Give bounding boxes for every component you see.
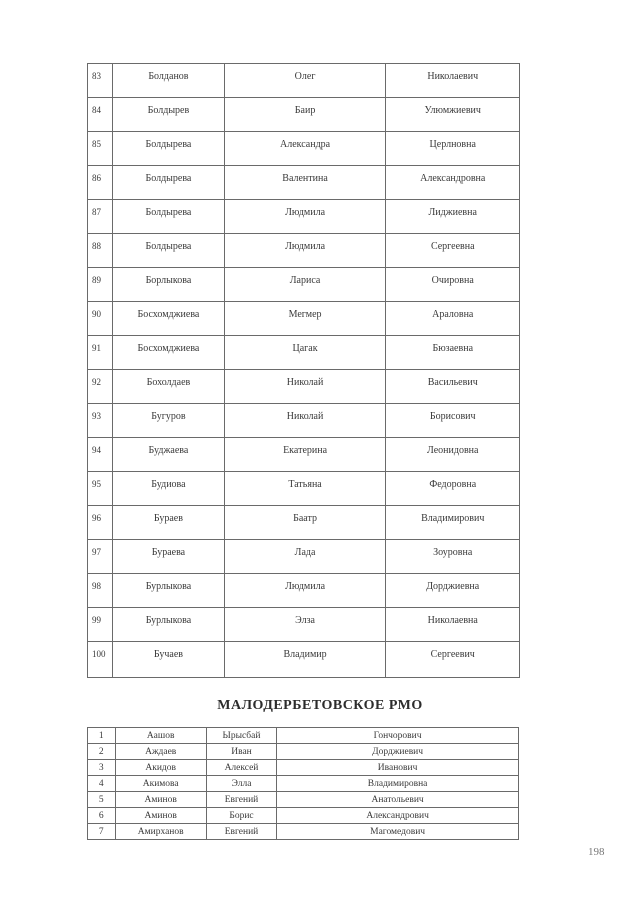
row-number: 87 — [88, 200, 113, 234]
row-number: 88 — [88, 234, 113, 268]
table-row — [88, 540, 520, 574]
last-name: Бураева — [113, 540, 224, 574]
first-name: Людмила — [224, 200, 386, 234]
patronymic: Владимировна — [277, 776, 519, 792]
last-name: Болдырева — [113, 200, 224, 234]
row-number: 100 — [88, 642, 113, 678]
last-name: Босхомджиева — [113, 302, 224, 336]
last-name: Болдырев — [113, 98, 224, 132]
row-number: 92 — [88, 370, 113, 404]
first-name: Мегмер — [224, 302, 386, 336]
table-row — [88, 132, 520, 166]
last-name: Болданов — [113, 64, 224, 98]
first-name: Алексей — [206, 760, 276, 776]
last-name: Болдырева — [113, 166, 224, 200]
patronymic: Улюмжиевич — [386, 98, 520, 132]
patronymic: Анатольевич — [277, 792, 519, 808]
table-row — [88, 776, 519, 792]
first-name: Екатерина — [224, 438, 386, 472]
last-name: Босхомджиева — [113, 336, 224, 370]
table-row — [88, 336, 520, 370]
patronymic: Магомедович — [277, 824, 519, 840]
table-row — [88, 234, 520, 268]
row-number: 2 — [88, 744, 116, 760]
patronymic: Сергеевич — [386, 642, 520, 678]
row-number: 85 — [88, 132, 113, 166]
patronymic: Араловна — [386, 302, 520, 336]
table-row — [88, 438, 520, 472]
last-name: Болдырева — [113, 234, 224, 268]
row-number: 94 — [88, 438, 113, 472]
table-row — [88, 642, 520, 678]
row-number: 6 — [88, 808, 116, 824]
table-row — [88, 200, 520, 234]
last-name: Буджаева — [113, 438, 224, 472]
first-name: Лада — [224, 540, 386, 574]
row-number: 95 — [88, 472, 113, 506]
patronymic: Церлновна — [386, 132, 520, 166]
last-name: Бурлыкова — [113, 608, 224, 642]
table-row — [88, 98, 520, 132]
last-name: Бучаев — [113, 642, 224, 678]
table-row — [88, 166, 520, 200]
table-row — [88, 574, 520, 608]
row-number: 98 — [88, 574, 113, 608]
patronymic: Иванович — [277, 760, 519, 776]
patronymic: Гончорович — [277, 728, 519, 744]
patronymic: Александровна — [386, 166, 520, 200]
patronymic: Леонидовна — [386, 438, 520, 472]
table-row — [88, 404, 520, 438]
first-name: Евгений — [206, 824, 276, 840]
table-row — [88, 472, 520, 506]
first-name: Лариса — [224, 268, 386, 302]
last-name: Аминов — [115, 792, 206, 808]
first-name: Баир — [224, 98, 386, 132]
row-number: 5 — [88, 792, 116, 808]
last-name: Аашов — [115, 728, 206, 744]
patronymic: Борисович — [386, 404, 520, 438]
row-number: 1 — [88, 728, 116, 744]
last-name: Аждаев — [115, 744, 206, 760]
patronymic: Александрович — [277, 808, 519, 824]
row-number: 97 — [88, 540, 113, 574]
row-number: 93 — [88, 404, 113, 438]
row-number: 3 — [88, 760, 116, 776]
table-row — [88, 824, 519, 840]
patronymic: Николаевна — [386, 608, 520, 642]
main-list-body — [88, 64, 520, 678]
first-name: Ырысбай — [206, 728, 276, 744]
patronymic: Дорджиевна — [386, 574, 520, 608]
row-number: 90 — [88, 302, 113, 336]
first-name: Баатр — [224, 506, 386, 540]
row-number: 99 — [88, 608, 113, 642]
first-name: Элза — [224, 608, 386, 642]
first-name: Людмила — [224, 234, 386, 268]
table-row — [88, 808, 519, 824]
row-number: 84 — [88, 98, 113, 132]
last-name: Акимова — [115, 776, 206, 792]
last-name: Борлыкова — [113, 268, 224, 302]
main-list-table — [87, 63, 520, 678]
first-name: Элла — [206, 776, 276, 792]
first-name: Николай — [224, 404, 386, 438]
last-name: Бурлыкова — [113, 574, 224, 608]
row-number: 96 — [88, 506, 113, 540]
patronymic: Зоуровна — [386, 540, 520, 574]
first-name: Валентина — [224, 166, 386, 200]
patronymic: Николаевич — [386, 64, 520, 98]
patronymic: Очировна — [386, 268, 520, 302]
table-row — [88, 268, 520, 302]
row-number: 83 — [88, 64, 113, 98]
patronymic: Федоровна — [386, 472, 520, 506]
last-name: Болдырева — [113, 132, 224, 166]
table-row — [88, 608, 520, 642]
first-name: Борис — [206, 808, 276, 824]
row-number: 91 — [88, 336, 113, 370]
table-row — [88, 64, 520, 98]
row-number: 86 — [88, 166, 113, 200]
first-name: Николай — [224, 370, 386, 404]
last-name: Амирханов — [115, 824, 206, 840]
table-row — [88, 728, 519, 744]
table-row — [88, 792, 519, 808]
patronymic: Дорджиевич — [277, 744, 519, 760]
patronymic: Лиджиевна — [386, 200, 520, 234]
row-number: 4 — [88, 776, 116, 792]
last-name: Бохолдаев — [113, 370, 224, 404]
table-row — [88, 302, 520, 336]
table-row — [88, 760, 519, 776]
last-name: Будиова — [113, 472, 224, 506]
patronymic: Сергеевна — [386, 234, 520, 268]
section-list-table — [87, 727, 519, 840]
table-row — [88, 370, 520, 404]
last-name: Бугуров — [113, 404, 224, 438]
page-number: 198 — [588, 846, 605, 858]
first-name: Иван — [206, 744, 276, 760]
first-name: Цагак — [224, 336, 386, 370]
row-number: 7 — [88, 824, 116, 840]
table-row — [88, 506, 520, 540]
first-name: Евгений — [206, 792, 276, 808]
patronymic: Владимирович — [386, 506, 520, 540]
first-name: Людмила — [224, 574, 386, 608]
first-name: Владимир — [224, 642, 386, 678]
table-row — [88, 744, 519, 760]
patronymic: Васильевич — [386, 370, 520, 404]
patronymic: Бюзаевна — [386, 336, 520, 370]
section-title: МАЛОДЕРБЕТОВСКОЕ РМО — [217, 698, 423, 713]
first-name: Александра — [224, 132, 386, 166]
last-name: Акидов — [115, 760, 206, 776]
last-name: Аминов — [115, 808, 206, 824]
last-name: Бураев — [113, 506, 224, 540]
first-name: Татьяна — [224, 472, 386, 506]
row-number: 89 — [88, 268, 113, 302]
first-name: Олег — [224, 64, 386, 98]
section-list-body — [88, 728, 519, 840]
